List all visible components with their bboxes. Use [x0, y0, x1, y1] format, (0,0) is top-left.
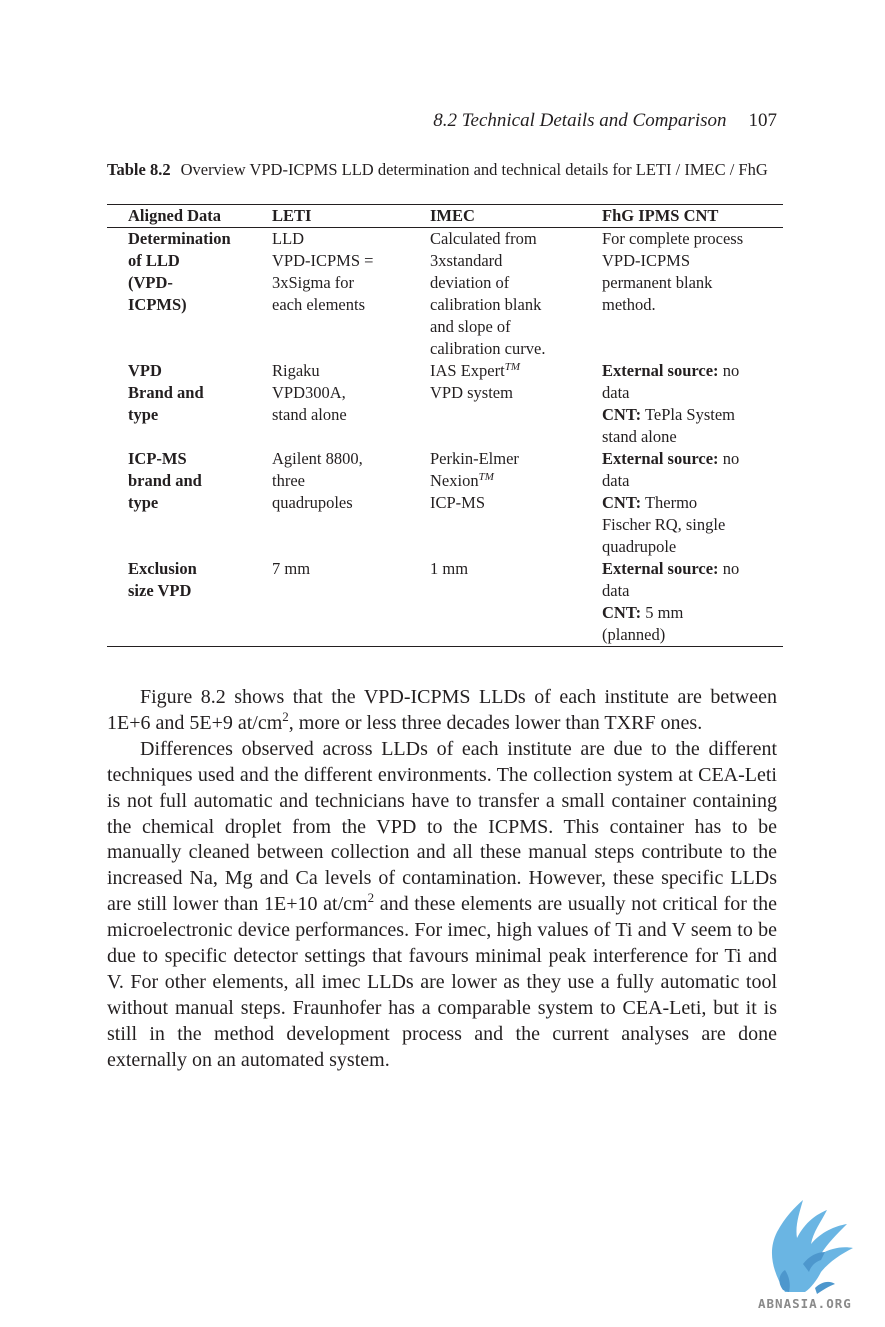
paragraph: Figure 8.2 shows that the VPD-ICPMS LLDs of each institute are between 1E+6 and 5E+9 $at/cm^2$, more or less three decades lower than TXRF ones.: [107, 686, 777, 734]
column-header-leti: LETI: [272, 205, 430, 228]
trademark-superscript: TM: [504, 361, 520, 373]
table-row: [107, 360, 783, 448]
trademark-superscript: TM: [478, 471, 494, 483]
table-caption-text: Overview VPD-ICPMS LLD determination and technical details for LETI / IMEC / FhG: [180, 160, 768, 179]
table-row: [107, 448, 783, 558]
column-header-aligned-data: Aligned Data: [107, 205, 272, 228]
griffin-icon: [755, 1192, 885, 1297]
row-header-icpms-brand: ICP-MS brand and type: [128, 449, 202, 512]
cell-fhg: External source: no data CNT: 5 mm (planned): [602, 559, 740, 644]
cell-imec: Perkin-Elmer Nexion™ ICP-MS: [430, 449, 519, 512]
cell-leti: Rigaku VPD300A, stand alone: [272, 361, 347, 424]
row-header-vpd-brand: VPD Brand and type: [128, 361, 204, 424]
page-number: 107: [748, 110, 777, 131]
body-text: [107, 685, 777, 1074]
cell-imec: IAS Expert™ VPD system: [430, 361, 520, 402]
table-row: [107, 228, 783, 361]
comparison-table: [107, 205, 783, 646]
table-caption-label: Table 8.2: [107, 160, 171, 179]
column-header-imec: IMEC: [430, 205, 602, 228]
cell-imec: 1 mm: [430, 559, 469, 578]
cell-fhg: For complete process VPD-ICPMS permanent blank method.: [602, 229, 744, 314]
paragraph: Differences observed across LLDs of each institute are due to the different techniques used and the different environments. The collection system at CEA-Leti is not full automatic and technicians have to transfer a small container containing the chemical droplet from the VPD to the ICPMS. This container has to be manually cleaned between collection and all these manual steps contribute to the increased Na, Mg and Ca levels of contamination. However, these specific LLDs are still lower than 1E+10 $at/cm^2$ and these elements are usually not critical for the microelectronic device performances. For imec, high values of Ti and V seem to be due to specific detector settings that favours minimal peak interference for Ti and V. For other elements, all imec LLDs are lower as they use a fully automatic tool without manual steps. Fraunhofer has a comparable system to CEA-Leti, but it is still in the method development process and the current analyses are done externally on an automated system.: [107, 737, 777, 1071]
row-header-exclusion-size: Exclusion size VPD: [128, 559, 197, 600]
section-title: 8.2 Technical Details and Comparison: [433, 110, 727, 131]
table-header-row: [107, 205, 783, 228]
row-header-determination: Determination of LLD (VPD- ICPMS): [128, 229, 231, 314]
column-header-fhg: FhG IPMS CNT: [602, 205, 783, 228]
cell-leti: 7 mm: [272, 559, 311, 578]
table-caption: [107, 159, 777, 180]
cell-leti: Agilent 8800, three quadrupoles: [272, 449, 363, 512]
watermark-logo: [755, 1192, 885, 1327]
cell-leti: LLD VPD-ICPMS = 3xSigma for each elements: [272, 229, 374, 314]
table-row: [107, 558, 783, 646]
running-header: [433, 110, 777, 132]
comparison-table-wrapper: [107, 204, 783, 647]
cell-fhg: External source: no data CNT: Thermo Fischer RQ, single quadrupole: [602, 449, 740, 556]
cell-fhg: External source: no data CNT: TePla System stand alone: [602, 361, 740, 446]
watermark-text: ABNASIA.ORG: [758, 1296, 852, 1311]
cell-imec: Calculated from 3xstandard deviation of calibration blank and slope of calibration curve.: [430, 229, 546, 358]
